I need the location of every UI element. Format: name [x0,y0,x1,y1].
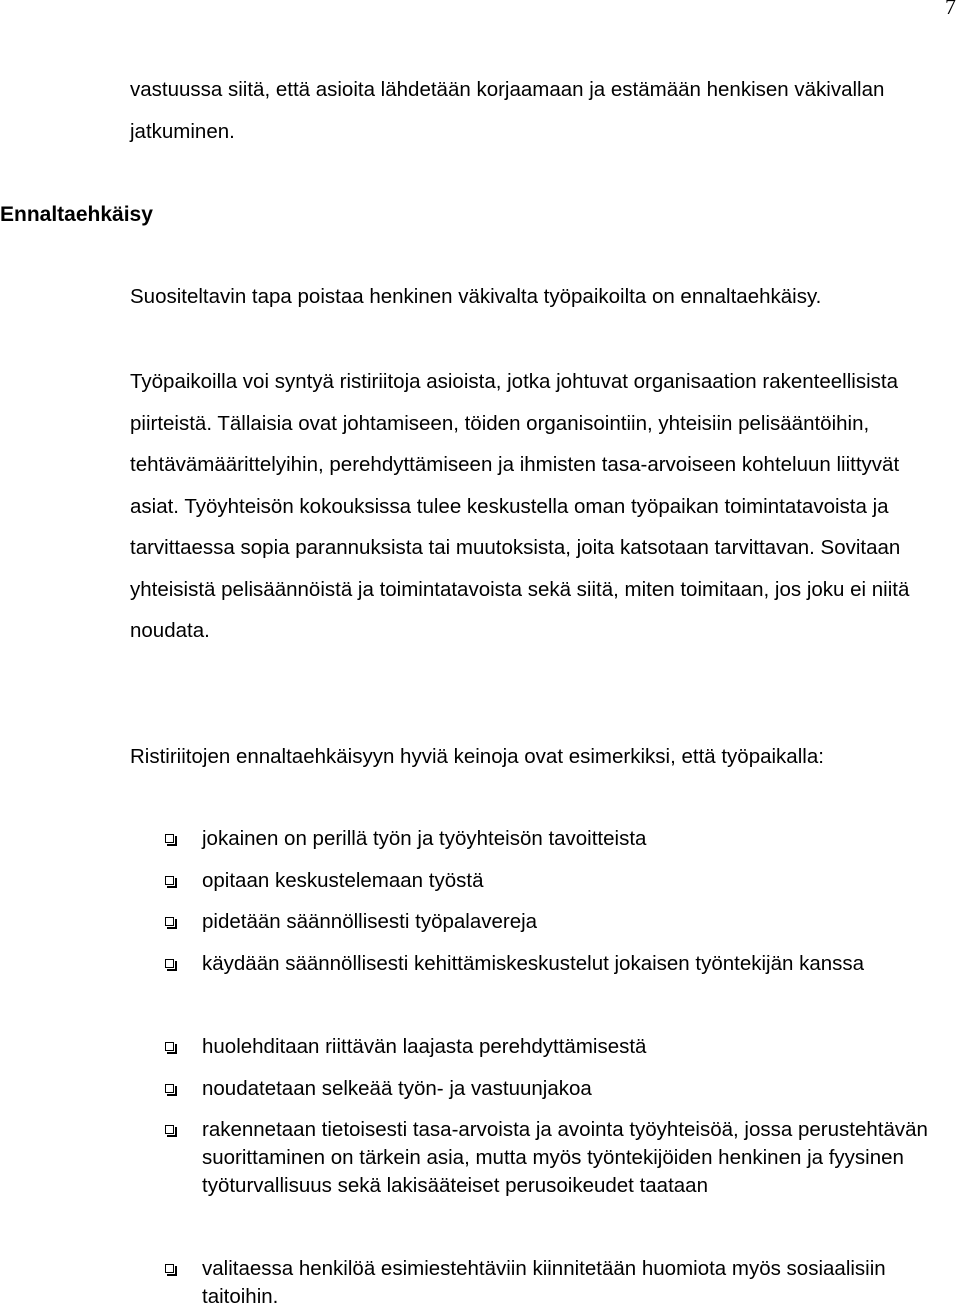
list-item-text: huolehditaan riittävän laajasta perehdyttämisestä [202,1035,647,1058]
list-item-text: valitaessa henkilöä esimiestehtäviin kiinnitetään huomiota myös sosiaalisiin taitoihin. [202,1257,886,1308]
intro-paragraph: vastuussa siitä, että asioita lähdetään korjaamaan ja estämään henkisen väkivallan jatkuminen. [130,78,885,143]
list-item-text: käydään säännöllisesti kehittämiskeskustelut jokaisen työntekijän kanssa [202,952,865,975]
checkbox-bullet-icon [165,876,174,885]
list-lead-paragraph: Ristiriitojen ennaltaehkäisyyn hyviä keinoja ovat esimerkiksi, että työpaikalla: [130,745,824,768]
list-item-text: noudatetaan selkeää työn- ja vastuunjakoa [202,1077,592,1100]
checkbox-bullet-icon [165,1264,174,1273]
recommendation-paragraph: Suositeltavin tapa poistaa henkinen väkivalta työpaikoilta on ennaltaehkäisy. [130,285,822,308]
checkbox-bullet-icon [165,1042,174,1051]
checkbox-bullet-icon [165,959,174,968]
section-heading: Ennaltaehkäisy [0,203,153,226]
page-number: 7 [945,0,956,19]
checkbox-bullet-icon [165,834,174,843]
checkbox-bullet-icon [165,917,174,926]
checkbox-bullet-icon [165,1125,174,1134]
list-item-text: pidetään säännöllisesti työpalavereja [202,910,538,933]
list-item-text: opitaan keskustelemaan työstä [202,869,484,892]
conflict-paragraph: Työpaikoilla voi syntyä ristiriitoja asioista, jotka johtuvat organisaation rakenteellisista piirteistä. Tällaisia ovat johtamiseen, töiden organisointiin, yhteisiin pelisääntöihin, tehtävämäärittelyihin, perehdyttämiseen ja ihmisten tasa-arvoiseen kohteluun liittyvät asiat. Työyhteisön kokouksissa tulee keskustella oman työpaikan toimintatavoista ja tarvittaessa sopia parannuksista tai muutoksista, joita katsotaan tarvittavan. Sovitaan yhteisistä pelisäännöistä ja toimintatavoista sekä siitä, miten toimitaan, jos joku ei niitä noudata. [130,370,910,642]
list-item-text: rakennetaan tietoisesti tasa-arvoista ja avointa työyhteisöä, jossa perustehtävän suorittaminen on tärkein asia, mutta myös työntekijöiden henkinen ja fyysinen työturvallisuus sekä lakisääteiset perusoikeudet taataan [202,1118,928,1197]
checkbox-bullet-icon [165,1084,174,1093]
list-item-text: jokainen on perillä työn ja työyhteisön tavoitteista [202,827,647,850]
